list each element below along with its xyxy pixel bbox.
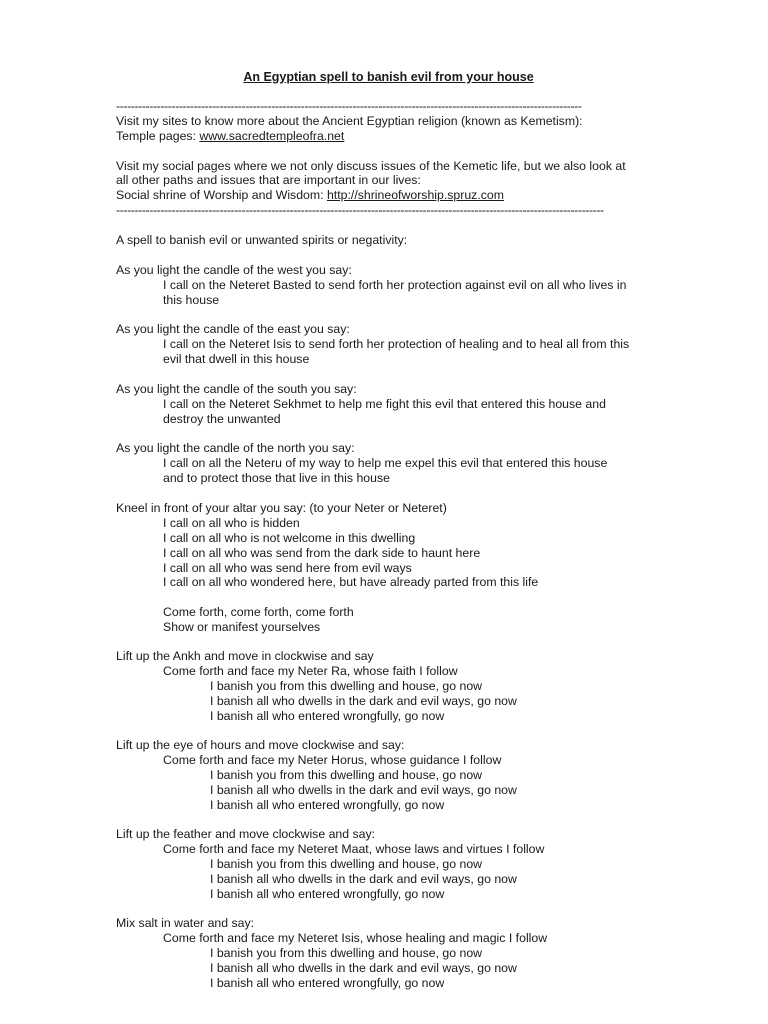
kneel-call: I call on all who was send here from evil ways bbox=[163, 560, 412, 575]
divider-top: ------------------------------------------------------------------------------------------------------------------------------ bbox=[116, 99, 582, 113]
ritual-heading: Lift up the Ankh and move in clockwise and say bbox=[116, 649, 374, 663]
banish-line: I banish all who dwells in the dark and evil ways, go now bbox=[210, 871, 517, 886]
banish-line: I banish all who entered wrongfully, go now bbox=[210, 708, 445, 723]
candle-line: I call on the Neteret Isis to send forth her protection of healing and to heal all from this bbox=[163, 336, 630, 351]
ritual-heading: Lift up the feather and move clockwise and say: bbox=[116, 827, 376, 841]
ritual-feather bbox=[116, 827, 661, 901]
spell-intro: A spell to banish evil or unwanted spirits or negativity: bbox=[116, 233, 408, 247]
candle-north bbox=[116, 441, 661, 486]
divider-bottom: ------------------------------------------------------------------------------------------------------------------------------------ bbox=[116, 203, 604, 218]
kneel-section bbox=[116, 501, 661, 635]
shrine-link[interactable]: http://shrineofworship.spruz.com bbox=[326, 188, 504, 203]
shrine-label: Social shrine of Worship and Wisdom: bbox=[116, 188, 327, 203]
ritual-heading: Lift up the eye of hours and move clockwise and say: bbox=[116, 738, 405, 752]
candle-line: I call on all the Neteru of my way to help me expel this evil that entered this house bbox=[163, 455, 608, 470]
temple-label: Temple pages: bbox=[116, 128, 200, 143]
banish-line: I banish you from this dwelling and house, go now bbox=[210, 678, 483, 693]
shrine-line bbox=[116, 188, 661, 203]
banish-line: I banish you from this dwelling and house, go now bbox=[210, 856, 483, 871]
ritual-invocation: Come forth and face my Neter Horus, whose guidance I follow bbox=[163, 752, 502, 767]
candle-west bbox=[116, 263, 661, 308]
kneel-call: I call on all who is not welcome in this dwelling bbox=[163, 530, 416, 545]
candle-line: destroy the unwanted bbox=[163, 411, 281, 426]
banish-line: I banish all who dwells in the dark and evil ways, go now bbox=[210, 693, 517, 708]
banish-line: I banish all who entered wrongfully, go now bbox=[210, 975, 445, 990]
intro-section bbox=[116, 99, 661, 218]
temple-link[interactable]: www.sacredtempleofra.net bbox=[199, 128, 345, 143]
candle-line: I call on the Neteret Basted to send forth her protection against evil on all who lives in bbox=[163, 277, 627, 292]
candle-line: evil that dwell in this house bbox=[163, 351, 310, 366]
come-forth-line: Come forth, come forth, come forth bbox=[163, 605, 354, 620]
candle-heading: As you light the candle of the north you say: bbox=[116, 441, 355, 455]
show-line: Show or manifest yourselves bbox=[163, 620, 321, 635]
kneel-heading: Kneel in front of your altar you say: (to your Neter or Neteret) bbox=[116, 501, 447, 515]
candle-line: this house bbox=[163, 292, 220, 307]
spell-intro-section bbox=[116, 233, 661, 248]
ritual-ankh bbox=[116, 649, 661, 723]
document-title: An Egyptian spell to banish evil from your house bbox=[243, 70, 534, 84]
ritual-salt-water bbox=[116, 916, 661, 990]
banish-line: I banish all who entered wrongfully, go now bbox=[210, 797, 445, 812]
candle-line: I call on the Neteret Sekhmet to help me fight this evil that entered this house and bbox=[163, 396, 606, 411]
candle-south bbox=[116, 382, 661, 427]
ritual-invocation: Come forth and face my Neteret Maat, whose laws and virtues I follow bbox=[163, 841, 545, 856]
kneel-call: I call on all who is hidden bbox=[163, 515, 300, 530]
ritual-invocation: Come forth and face my Neteret Isis, whose healing and magic I follow bbox=[163, 930, 548, 945]
temple-line bbox=[116, 129, 661, 144]
kneel-call: I call on all who was send from the dark side to haunt here bbox=[163, 545, 481, 560]
candle-heading: As you light the candle of the west you say: bbox=[116, 263, 352, 277]
ritual-eye-of-hours bbox=[116, 738, 661, 812]
kneel-call: I call on all who wondered here, but have already parted from this life bbox=[163, 575, 539, 590]
banish-line: I banish all who dwells in the dark and evil ways, go now bbox=[210, 960, 517, 975]
banish-line: I banish all who dwells in the dark and evil ways, go now bbox=[210, 782, 517, 797]
ritual-heading: Mix salt in water and say: bbox=[116, 916, 255, 930]
candle-heading: As you light the candle of the south you say: bbox=[116, 382, 357, 396]
candle-heading: As you light the candle of the east you say: bbox=[116, 322, 350, 336]
candle-east bbox=[116, 322, 661, 367]
banish-line: I banish you from this dwelling and house, go now bbox=[210, 767, 483, 782]
social-line-1: Visit my social pages where we not only discuss issues of the Kemetic life, but we also look at bbox=[116, 158, 626, 173]
banish-line: I banish you from this dwelling and house, go now bbox=[210, 945, 483, 960]
banish-line: I banish all who entered wrongfully, go now bbox=[210, 886, 445, 901]
social-line-2: all other paths and issues that are important in our lives: bbox=[116, 173, 421, 188]
sites-line: Visit my sites to know more about the Ancient Egyptian religion (known as Kemetism): bbox=[116, 113, 583, 128]
ritual-invocation: Come forth and face my Neter Ra, whose faith I follow bbox=[163, 663, 458, 678]
candle-line: and to protect those that live in this house bbox=[163, 470, 390, 485]
